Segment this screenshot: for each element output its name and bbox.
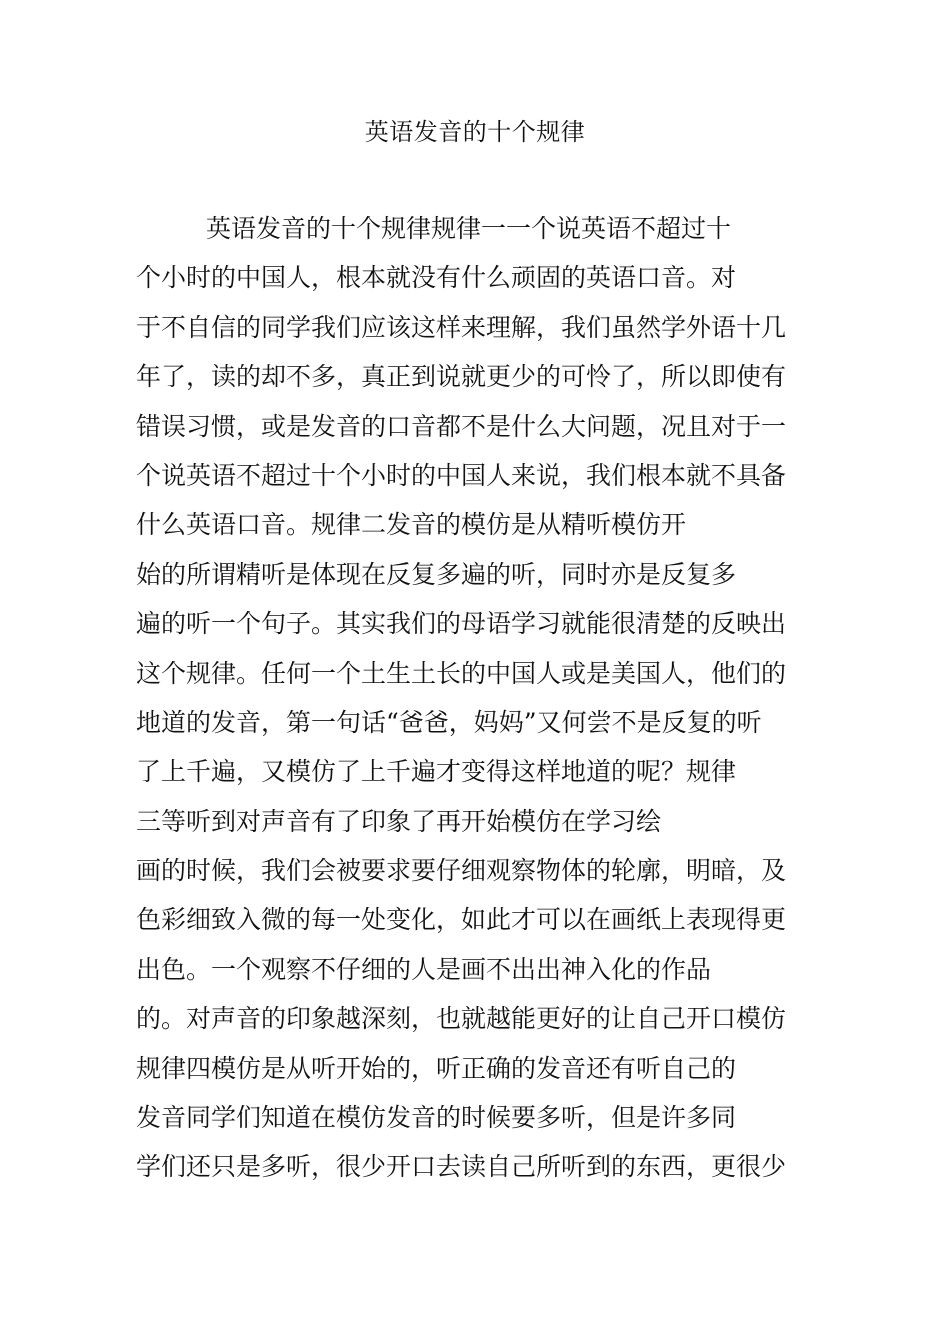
body-line: 出色。一个观察不仔细的人是画不出出神入化的作品 (136, 954, 712, 984)
body-line: 发音同学们知道在模仿发音的时候要多听，但是许多同 (136, 1103, 737, 1133)
body-line: 的。对声音的印象越深刻，也就越能更好的让自己开口模仿 (136, 1004, 787, 1034)
body-line: 了上千遍，又模仿了上千遍才变得这样地道的呢？规律 (136, 757, 737, 787)
body-line: 学们还只是多听，很少开口去读自己所听到的东西，更很少 (136, 1152, 787, 1182)
document-body (136, 204, 836, 1192)
body-line: 地道的发音，第一句话“爸爸，妈妈”又何尝不是反复的听 (136, 707, 762, 737)
body-line: 英语发音的十个规律规律一一个说英语不超过十 (206, 214, 732, 243)
body-line: 什么英语口音。规律二发音的模仿是从精听模仿开 (136, 510, 687, 540)
body-line: 始的所谓精听是体现在反复多遍的听，同时亦是反复多 (136, 559, 737, 589)
body-line: 色彩细致入微的每一处变化，如此才可以在画纸上表现得更 (136, 905, 787, 935)
body-line: 个小时的中国人，根本就没有什么顽固的英语口音。对 (136, 263, 737, 293)
body-line: 年了，读的却不多，真正到说就更少的可怜了，所以即使有 (136, 362, 787, 392)
body-line: 这个规律。任何一个土生土长的中国人或是美国人，他们的 (136, 658, 787, 688)
body-line: 规律四模仿是从听开始的，听正确的发音还有听自己的 (136, 1053, 737, 1083)
body-line: 于不自信的同学我们应该这样来理解，我们虽然学外语十几 (136, 312, 787, 342)
body-line: 遍的听一个句子。其实我们的母语学习就能很清楚的反映出 (136, 609, 787, 639)
body-line: 错误习惯，或是发音的口音都不是什么大问题，况且对于一 (136, 411, 787, 441)
body-line: 三等听到对声音有了印象了再开始模仿在学习绘 (136, 806, 662, 836)
body-line: 个说英语不超过十个小时的中国人来说，我们根本就不具备 (136, 460, 787, 490)
body-line: 画的时候，我们会被要求要仔细观察物体的轮廓，明暗，及 (136, 856, 787, 886)
document-title: 英语发音的十个规律 (364, 118, 586, 146)
